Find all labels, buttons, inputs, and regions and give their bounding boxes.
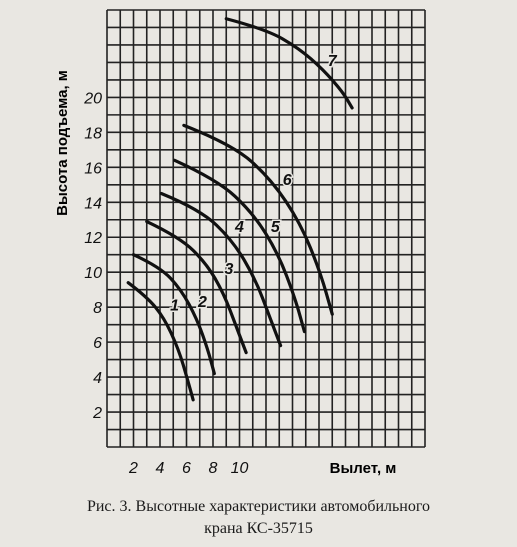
- curve-4: [161, 194, 280, 346]
- y-tick-label: 16: [84, 160, 102, 178]
- x-tick-label: 6: [182, 460, 191, 477]
- x-axis-label: Вылет, м: [329, 460, 397, 477]
- curve-label-2: 2: [197, 294, 207, 312]
- figure-caption-line-2: крана КС-35715: [204, 520, 313, 537]
- x-tick-label: 10: [230, 460, 249, 477]
- y-tick-label: 20: [84, 90, 102, 108]
- y-tick-label: 8: [93, 300, 102, 318]
- y-axis-label: Высота подъема, м: [54, 70, 71, 216]
- y-tick-label: 2: [93, 405, 102, 423]
- figure-caption-line-1: Рис. 3. Высотные характеристики автомобильного: [86, 498, 431, 515]
- curve-label-3: 3: [224, 260, 234, 278]
- y-tick-label: 18: [84, 125, 102, 143]
- chart-grid: [107, 10, 425, 447]
- y-tick-label: 4: [93, 370, 102, 388]
- curve-label-6: 6: [282, 171, 292, 189]
- y-tick-label: 6: [93, 335, 102, 353]
- chart-ticks: [83, 90, 248, 477]
- x-tick-label: 2: [129, 460, 138, 477]
- curve-label-1: 1: [170, 297, 180, 315]
- curve-label-5: 5: [270, 218, 280, 236]
- x-tick-label: 8: [208, 460, 218, 477]
- y-tick-label: 10: [84, 265, 102, 283]
- y-tick-label: 12: [84, 230, 102, 248]
- curve-label-7: 7: [327, 52, 337, 70]
- y-tick-label: 14: [84, 195, 102, 213]
- x-tick-label: 4: [155, 460, 165, 477]
- curve-label-4: 4: [235, 218, 244, 236]
